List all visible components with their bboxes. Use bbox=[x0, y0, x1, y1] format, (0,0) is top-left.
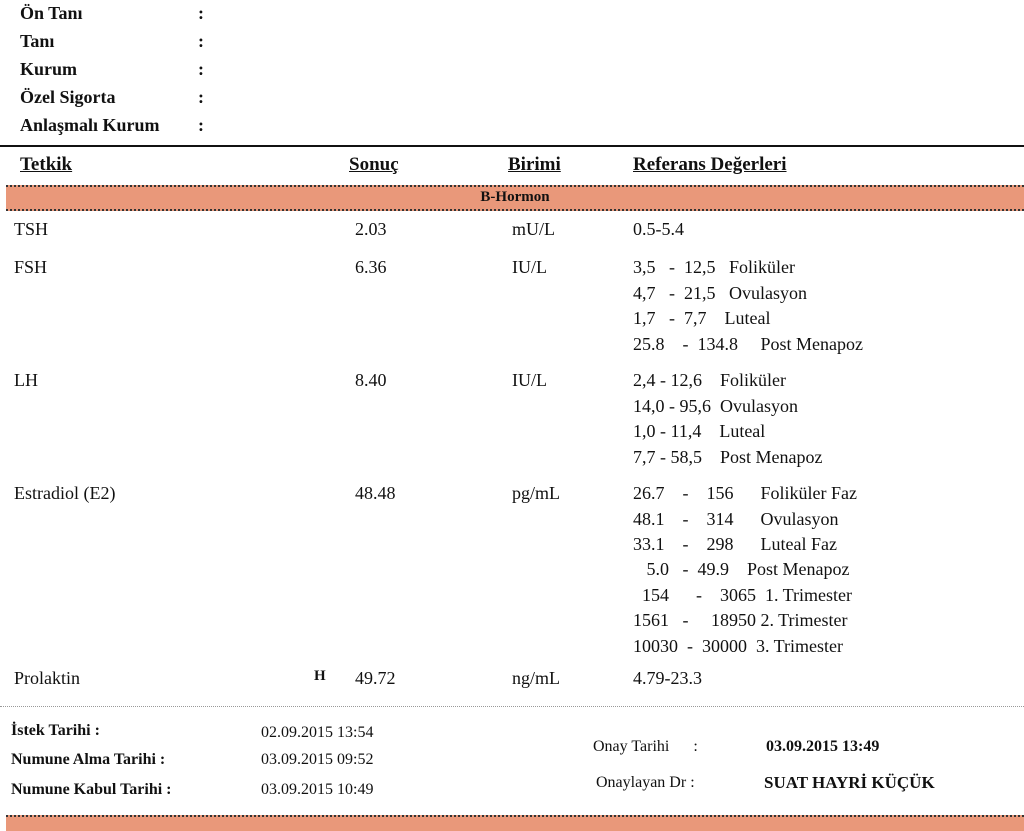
reference-line: 4.79-23.3 bbox=[633, 668, 702, 688]
section-title: B-Hormon bbox=[480, 189, 550, 205]
test-unit: IU/L bbox=[512, 370, 547, 390]
test-result: 8.40 bbox=[355, 370, 387, 390]
reference-line: 33.1 - 298 Luteal Faz bbox=[633, 534, 837, 554]
reference-line: 26.7 - 156 Foliküler Faz bbox=[633, 483, 857, 503]
approval-date-label: Onay Tarihi : bbox=[593, 738, 698, 755]
approval-date-value: 03.09.2015 13:49 bbox=[766, 738, 880, 755]
reference-line: 1561 - 18950 2. Trimester bbox=[633, 610, 848, 630]
test-result: 6.36 bbox=[355, 257, 387, 277]
sample-date-label: Numune Alma Tarihi : bbox=[11, 751, 166, 768]
contracted-institution-label: Anlaşmalı Kurum bbox=[20, 115, 160, 135]
test-name: TSH bbox=[14, 219, 49, 239]
diagnosis-colon: : bbox=[198, 31, 204, 51]
approver-label: Onaylayan Dr : bbox=[596, 774, 695, 791]
test-unit: ng/mL bbox=[512, 668, 560, 688]
column-header-unit: Birimi bbox=[508, 154, 561, 175]
private-insurance-label: Özel Sigorta bbox=[20, 87, 116, 107]
reference-line: 14,0 - 95,6 Ovulasyon bbox=[633, 396, 798, 416]
private-insurance-colon: : bbox=[198, 87, 204, 107]
test-result: 48.48 bbox=[355, 483, 396, 503]
accept-date-value: 03.09.2015 10:49 bbox=[261, 781, 374, 798]
approver-name: SUAT HAYRİ KÜÇÜK bbox=[764, 773, 935, 792]
test-result: 2.03 bbox=[355, 219, 387, 239]
reference-line: 1,0 - 11,4 Luteal bbox=[633, 421, 766, 441]
institution-colon: : bbox=[198, 59, 204, 79]
reference-line: 3,5 - 12,5 Foliküler bbox=[633, 257, 795, 277]
section-bar bbox=[6, 185, 1024, 211]
contracted-institution-colon: : bbox=[198, 115, 204, 135]
footer-divider bbox=[0, 706, 1024, 707]
test-name: Prolaktin bbox=[14, 668, 80, 688]
header-divider bbox=[0, 145, 1024, 147]
next-section-bar bbox=[6, 815, 1024, 831]
reference-line: 154 - 3065 1. Trimester bbox=[633, 585, 853, 605]
column-header-test: Tetkik bbox=[20, 154, 73, 175]
test-result: 49.72 bbox=[355, 668, 396, 688]
reference-line: 25.8 - 134.8 Post Menapoz bbox=[633, 334, 863, 354]
reference-line: 1,7 - 7,7 Luteal bbox=[633, 308, 771, 328]
reference-line: 10030 - 30000 3. Trimester bbox=[633, 636, 844, 656]
test-unit: IU/L bbox=[512, 257, 547, 277]
sample-date-value: 03.09.2015 09:52 bbox=[261, 751, 374, 768]
test-name: Estradiol (E2) bbox=[14, 483, 116, 503]
reference-line: 48.1 - 314 Ovulasyon bbox=[633, 509, 839, 529]
diagnosis-label: Tanı bbox=[20, 31, 55, 51]
reference-line: 2,4 - 12,6 Foliküler bbox=[633, 370, 786, 390]
reference-line: 4,7 - 21,5 Ovulasyon bbox=[633, 283, 807, 303]
request-date-label: İstek Tarihi : bbox=[11, 722, 100, 739]
high-flag-badge: H bbox=[314, 668, 326, 684]
reference-line: 0.5-5.4 bbox=[633, 219, 684, 239]
column-header-result: Sonuç bbox=[349, 154, 399, 175]
institution-label: Kurum bbox=[20, 59, 78, 79]
test-unit: mU/L bbox=[512, 219, 555, 239]
reference-line: 7,7 - 58,5 Post Menapoz bbox=[633, 447, 823, 467]
pre-diagnosis-label: Ön Tanı bbox=[20, 3, 83, 23]
request-date-value: 02.09.2015 13:54 bbox=[261, 724, 374, 741]
column-header-reference: Referans Değerleri bbox=[633, 154, 787, 175]
test-name: LH bbox=[14, 370, 38, 390]
accept-date-label: Numune Kabul Tarihi : bbox=[11, 781, 172, 798]
test-name: FSH bbox=[14, 257, 48, 277]
test-unit: pg/mL bbox=[512, 483, 560, 503]
pre-diagnosis-colon: : bbox=[198, 3, 204, 23]
reference-line: 5.0 - 49.9 Post Menapoz bbox=[633, 559, 850, 579]
